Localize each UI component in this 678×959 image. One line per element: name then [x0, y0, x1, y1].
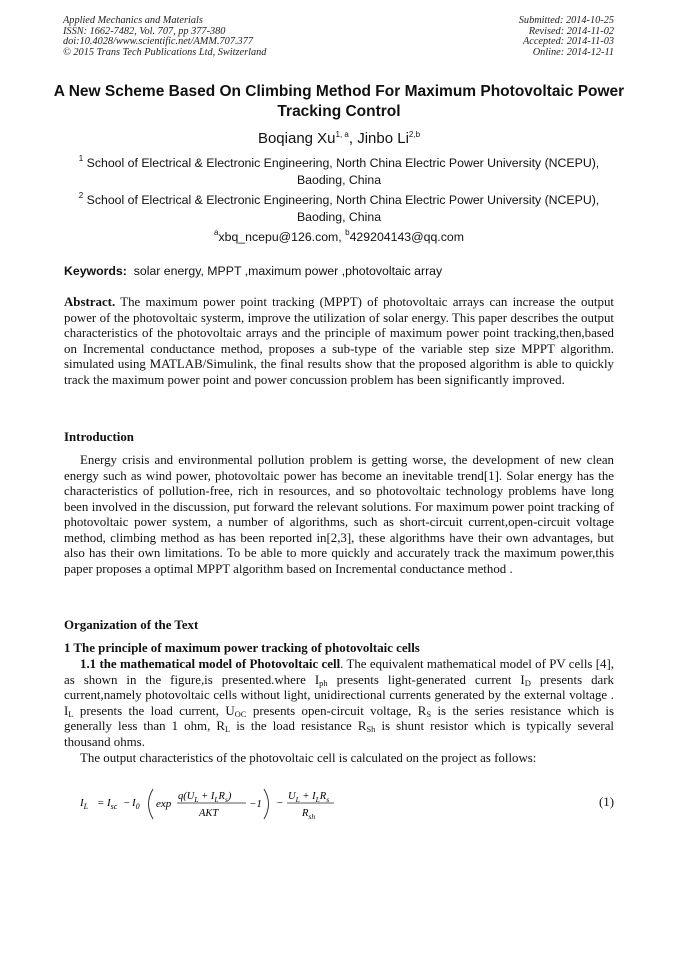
eq-i0: $I_0$ [132, 797, 140, 811]
email-address: 429204143@qq.com [349, 230, 464, 244]
body-text: presents light-generated current I [327, 672, 525, 687]
equation-number: (1) [598, 795, 614, 809]
affiliation-text: School of Electrical & Electronic Engineering, North China Electric Power University (NCEPU), Baoding, China [86, 156, 600, 187]
dates-header [519, 16, 614, 58]
section-heading: 1 The principle of maximum power tracking of photovoltaic cells [64, 641, 420, 655]
affiliation-1 [60, 155, 618, 189]
email-line [50, 229, 628, 245]
body-text: is the series resistance which is generally less than 1 ohm, R [64, 703, 615, 733]
affiliation-2 [60, 192, 618, 226]
doi: doi:10.4028/www.scientific.net/AMM.707.377 [63, 36, 253, 48]
affiliation-number: 2 [78, 191, 84, 200]
introduction-heading: Introduction [64, 430, 134, 444]
author-name: Boqiang Xu [257, 130, 336, 147]
body-text: presents dark current,namely photovoltaic cells without light, unidirectional currents generated by the external voltage . I [64, 672, 614, 718]
author-superscript: 1, a [335, 130, 349, 139]
body-text: . The equivalent mathematical model of PV cells [4], as shown in the figure,is presented.where I [64, 657, 615, 687]
eq-lhs: $I_L$ [80, 797, 89, 811]
body-text: presents open-circuit voltage, R [246, 703, 427, 718]
author-name: Jinbo Li [357, 130, 409, 147]
eq-numerator-2: $U_L + I_LR_s$ [288, 791, 330, 804]
submitted-date: Submitted: 2014-10-25 [518, 15, 614, 26]
eq-numerator-1: $q(U_L + I_LR_s)$ [178, 791, 232, 804]
body-text: is the load resistance R [230, 719, 367, 733]
keywords [64, 264, 442, 278]
abstract-label: Abstract. [64, 295, 116, 309]
introduction-text: Energy crisis and environmental pollution problem is getting worse, the development of new clean energy such as wind power, photovoltaic power has become an inevitable trend[1]. Solar energy has the characteristics of pollution-free, rich in resources, and so photovoltaic technology problems have long been involved in the discussion, put forward the relevant solutions. For maximum power point tracking of photovoltaic power system, a number of algorithms, such as short-circuit current,open-circuit voltage method, climbing method as has been reported in[2,3], these algorithms have their own advantages, but also has their own limitations. To be able to more quickly and accurately track the maximum power,this paper proposes a optimal MPPT algorithm based on Incremental conductance method . [64, 453, 614, 576]
subscript: L [224, 724, 231, 734]
eq-equals: = [97, 797, 105, 809]
eq-exp: exp [156, 798, 172, 810]
journal-name: Applied Mechanics and Materials [63, 15, 203, 26]
affiliation-number: 1 [78, 154, 84, 163]
accepted-date: Accepted: 2014-11-03 [522, 36, 614, 48]
subscript: OC [234, 708, 247, 719]
subscript: Sh [366, 724, 376, 734]
keywords-text: solar energy, MPPT ,maximum power ,photovoltaic array [133, 264, 443, 278]
subscript: D [524, 677, 531, 688]
subsection-heading: 1.1 the mathematical model of Photovoltaic cell [80, 657, 341, 671]
organization-heading: Organization of the Text [64, 618, 199, 632]
email-superscript: b [345, 228, 350, 237]
output-sentence: The output characteristics of the photovoltaic cell is calculated on the project as follows: [80, 751, 537, 765]
eq-isc: $I_{sc}$ [107, 797, 118, 811]
eq-minus: − [123, 797, 131, 809]
abstract [64, 295, 614, 388]
subscript: L [68, 708, 74, 719]
subscript: ph [319, 677, 328, 688]
eq-minus-2: − [276, 797, 284, 809]
online-date: Online: 2014-12-11 [532, 46, 614, 58]
equation-1 [80, 783, 614, 825]
author-superscript: 2,b [408, 130, 421, 139]
body-text: presents the load current, U [73, 703, 235, 718]
revised-date: Revised: 2014-11-02 [528, 25, 614, 37]
body-text: is shunt resistor which is typically several thousand ohms. [64, 719, 614, 749]
journal-header [63, 16, 266, 58]
abstract-text: The maximum power point tracking (MPPT) of photovoltaic arrays can increase the output power of the photovoltaic systerm, improve the utilization of solar energy. This paper describes the output characteristics of the photovoltaic arrays and the principle of maximum power point tracking,then,based on Incremental conductance method, proposes a sub-type of the variable step size MPPT algorithm. simulated using MATLAB/Simulink, the final results show that the proposed algorithm is able to quickly track the maximum power point and power concussion problem has been significantly improved. [64, 295, 614, 387]
email-address: xbq_ncepu@126.com, [218, 230, 342, 244]
affiliation-text: School of Electrical & Electronic Engineering, North China Electric Power University (NCEPU), Baoding, China [86, 193, 600, 224]
email-superscript: a [214, 228, 219, 237]
model-paragraph [64, 657, 614, 750]
issn: ISSN: 1662-7482, Vol. 707, pp 377-380 [63, 25, 226, 37]
eq-denominator-1: AKT [199, 808, 219, 819]
right-paren [264, 789, 269, 819]
subscript: S [426, 708, 432, 719]
left-paren [149, 789, 154, 819]
eq-denominator-2: $R_{sh}$ [302, 808, 316, 821]
eq-minus-one: −1 [249, 798, 262, 810]
copyright: © 2015 Trans Tech Publications Ltd, Switzerland [63, 46, 267, 58]
author-line: Boqiang Xu$^{1, a}$, Jinbo Li$^{2,b}$ [257, 130, 421, 147]
keywords-label: Keywords: [64, 264, 127, 278]
paper-title: A New Scheme Based On Climbing Method For Maximum Photovoltaic Power Tracking Control [53, 83, 625, 120]
